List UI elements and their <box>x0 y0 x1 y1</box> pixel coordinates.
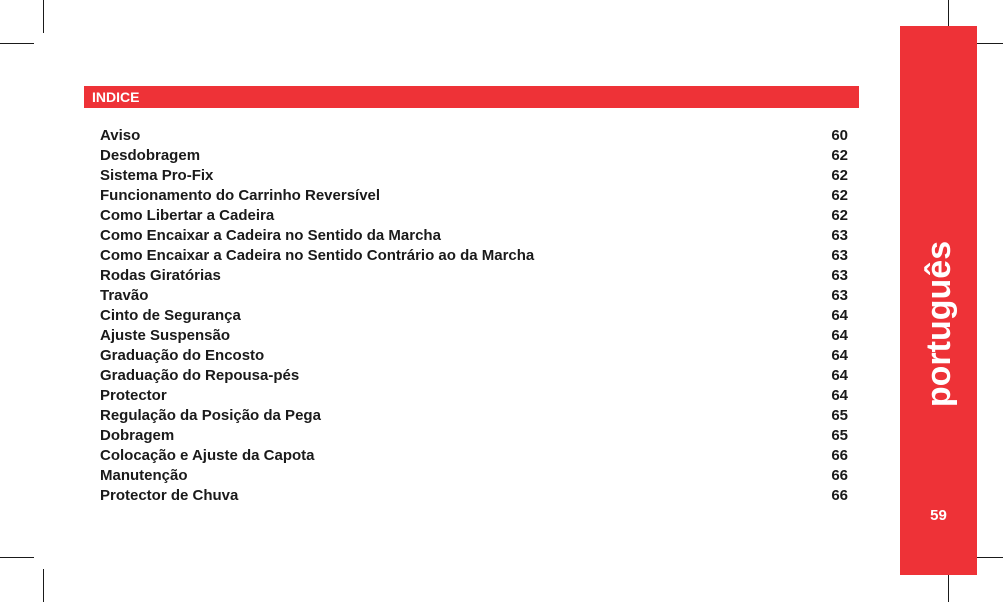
toc-entry <box>100 305 848 325</box>
table-of-contents <box>100 125 848 505</box>
toc-entry-title: Sistema Pro-Fix <box>100 166 214 184</box>
toc-entry <box>100 285 848 305</box>
toc-entry-page: 64 <box>831 386 848 404</box>
toc-entry <box>100 365 848 385</box>
toc-entry <box>100 325 848 345</box>
toc-entry-title: Como Encaixar a Cadeira no Sentido Contrário ao da Marcha <box>100 246 535 264</box>
crop-mark <box>43 0 44 33</box>
toc-entry-title: Colocação e Ajuste da Capota <box>100 446 315 464</box>
language-tab <box>900 26 977 575</box>
language-label: português <box>919 240 958 408</box>
toc-entry-page: 63 <box>831 226 848 244</box>
toc-entry <box>100 445 848 465</box>
toc-entry-title: Protector de Chuva <box>100 486 239 504</box>
toc-entry-title: Travão <box>100 286 149 304</box>
toc-entry-page: 64 <box>831 346 848 364</box>
toc-entry-page: 64 <box>831 306 848 324</box>
toc-entry-page: 62 <box>831 206 848 224</box>
toc-entry-title: Aviso <box>100 126 141 144</box>
toc-entry-page: 66 <box>831 446 848 464</box>
toc-entry-page: 66 <box>831 466 848 484</box>
toc-entry-page: 63 <box>831 266 848 284</box>
toc-entry-title: Graduação do Repousa-pés <box>100 366 300 384</box>
toc-entry-title: Graduação do Encosto <box>100 346 265 364</box>
toc-entry <box>100 225 848 245</box>
toc-entry <box>100 425 848 445</box>
toc-entry-title: Regulação da Posição da Pega <box>100 406 321 424</box>
toc-entry <box>100 405 848 425</box>
toc-entry-title: Cinto de Segurança <box>100 306 241 324</box>
toc-entry-page: 65 <box>831 406 848 424</box>
toc-entry-title: Manutenção <box>100 466 188 484</box>
toc-entry-page: 62 <box>831 186 848 204</box>
toc-entry <box>100 245 848 265</box>
toc-entry-title: Rodas Giratórias <box>100 266 221 284</box>
toc-entry-title: Dobragem <box>100 426 175 444</box>
toc-entry-page: 64 <box>831 366 848 384</box>
index-header-bar <box>84 86 859 108</box>
toc-entry <box>100 345 848 365</box>
toc-entry-page: 63 <box>831 246 848 264</box>
toc-entry <box>100 145 848 165</box>
toc-entry-title: Como Libertar a Cadeira <box>100 206 275 224</box>
toc-entry <box>100 205 848 225</box>
toc-entry <box>100 465 848 485</box>
toc-entry-title: Funcionamento do Carrinho Reversível <box>100 186 381 204</box>
toc-entry <box>100 385 848 405</box>
toc-entry-page: 64 <box>831 326 848 344</box>
toc-entry-title: Protector <box>100 386 167 404</box>
toc-entry-page: 62 <box>831 166 848 184</box>
crop-mark <box>0 43 34 44</box>
toc-entry <box>100 165 848 185</box>
toc-entry-title: Como Encaixar a Cadeira no Sentido da Marcha <box>100 226 441 244</box>
crop-mark <box>0 557 34 558</box>
toc-entry-page: 62 <box>831 146 848 164</box>
toc-entry <box>100 265 848 285</box>
toc-entry-title: Ajuste Suspensão <box>100 326 231 344</box>
toc-entry <box>100 485 848 505</box>
toc-entry <box>100 185 848 205</box>
toc-entry-page: 60 <box>831 126 848 144</box>
index-title: INDICE <box>92 89 140 105</box>
crop-mark <box>43 569 44 602</box>
toc-entry-title: Desdobragem <box>100 146 201 164</box>
toc-entry <box>100 125 848 145</box>
page-number: 59 <box>930 507 947 524</box>
toc-entry-page: 65 <box>831 426 848 444</box>
toc-entry-page: 63 <box>831 286 848 304</box>
toc-entry-page: 66 <box>831 486 848 504</box>
